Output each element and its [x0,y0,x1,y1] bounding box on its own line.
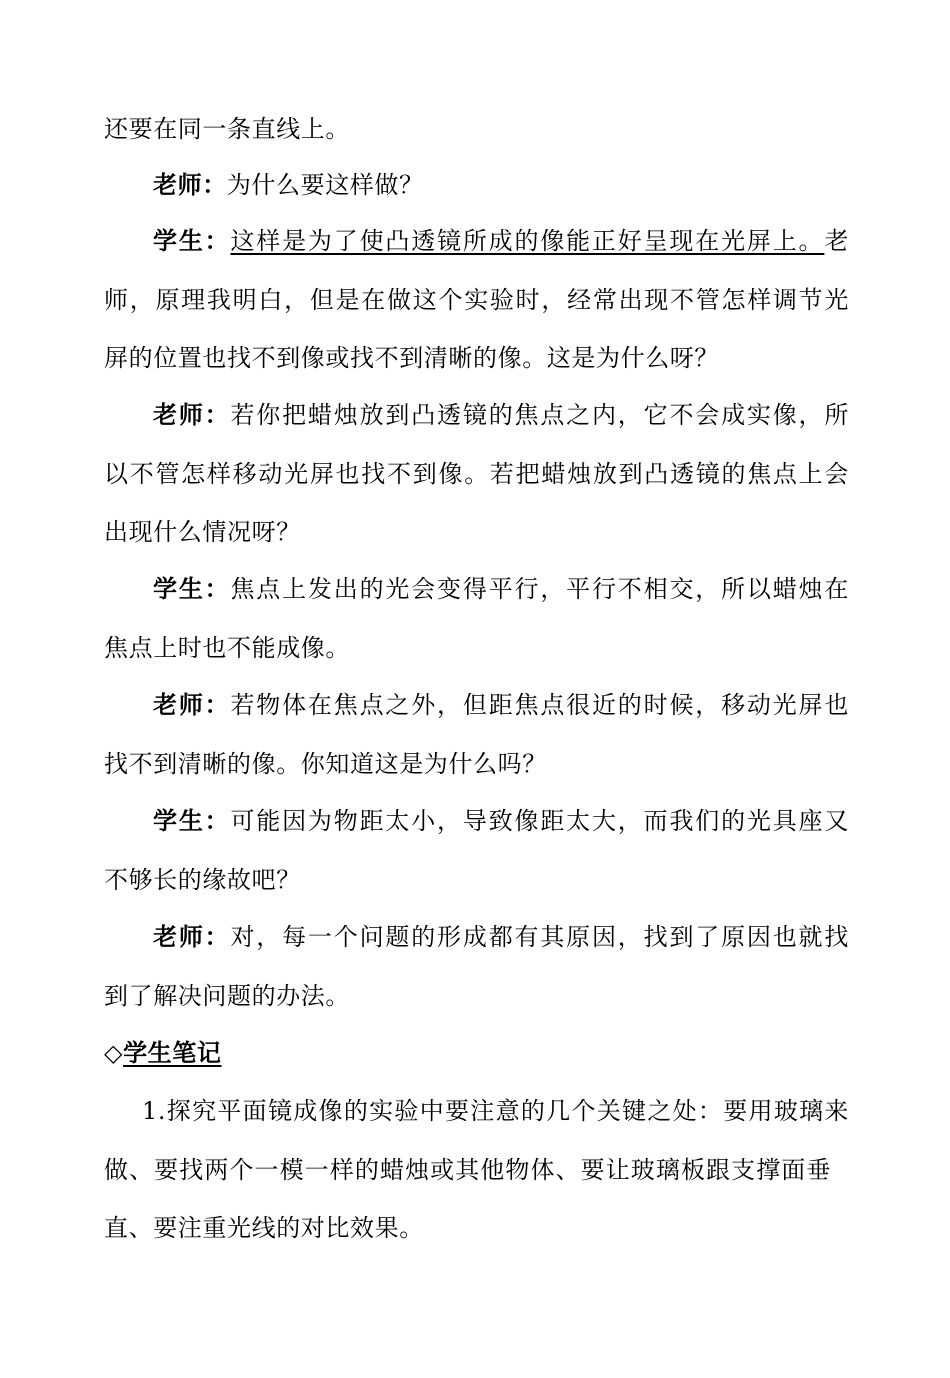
dialogue-text: 可能因为物距太小，导致像距太大，而我们的光具座又 [230,807,849,835]
note-text: 做、要找两个一模一样的蜡烛或其他物体、要让玻璃板跟支撑面垂 [104,1156,831,1184]
dialogue-teacher [153,690,849,720]
dialogue-text: 以不管怎样移动光屏也找不到像。若把蜡烛放到凸透镜的焦点上会 [104,460,849,488]
speaker-label: 老师： [153,400,231,429]
paragraph-line [104,865,849,895]
paragraph-line [104,1213,849,1243]
note-item [142,1096,849,1126]
dialogue-text: 找不到清晰的像。你知道这是为什么吗？ [104,750,547,778]
speaker-label: 学生： [153,574,231,603]
dialogue-text: 为什么要这样做？ [226,171,424,199]
dialogue-text: 师，原理我明白，但是在做这个实验时，经常出现不管怎样调节光 [104,286,849,314]
section-heading [104,1038,849,1068]
dialogue-text: 出现什么情况呀？ [104,518,301,546]
note-text: 直、要注重光线的对比效果。 [104,1214,424,1242]
speaker-label: 老师： [153,922,231,951]
paragraph-line [104,749,849,779]
dialogue-student [153,226,849,256]
dialogue-text: 焦点上时也不能成像。 [104,634,350,662]
dialogue-text: 若你把蜡烛放到凸透镜的焦点之内，它不会成实像，所 [230,401,849,429]
dialogue-teacher [153,170,849,200]
dialogue-text: 对，每一个问题的形成都有其原因，找到了原因也就找 [230,923,849,951]
dialogue-text: 焦点上发出的光会变得平行，平行不相交，所以蜡烛在 [230,575,849,603]
dialogue-text: 到了解决问题的办法。 [104,982,350,1010]
dialogue-text: 屏的位置也找不到像或找不到清晰的像。这是为什么呀？ [104,344,719,372]
paragraph-line [104,633,849,663]
paragraph-line [104,517,849,547]
dialogue-text: 老 [824,227,849,255]
paragraph-line [104,981,849,1011]
underlined-text: 这样是为了使凸透镜所成的像能正好呈现在光屏上。 [230,227,825,255]
dialogue-teacher [153,400,849,430]
dialogue-student [153,574,849,604]
speaker-label: 学生： [153,226,231,255]
diamond-icon: ◇ [104,1038,124,1067]
dialogue-text: 若物体在焦点之外，但距焦点很近的时候，移动光屏也 [230,691,849,719]
dialogue-text: 不够长的缘故吧？ [104,866,301,894]
paragraph-line [104,1155,831,1185]
dialogue-teacher [153,922,849,952]
section-title: 学生笔记 [123,1038,222,1067]
speaker-label: 学生： [153,806,231,835]
paragraph-line [104,285,849,315]
paragraph-line [104,114,849,144]
speaker-label: 老师： [153,690,231,719]
paragraph-line [104,459,849,489]
paragraph-line [104,343,849,373]
note-text: 1.探究平面镜成像的实验中要注意的几个关键之处：要用玻璃来 [142,1097,849,1125]
dialogue-student [153,806,849,836]
dialogue-text: 还要在同一条直线上。 [104,115,350,143]
speaker-label: 老师： [153,170,227,199]
